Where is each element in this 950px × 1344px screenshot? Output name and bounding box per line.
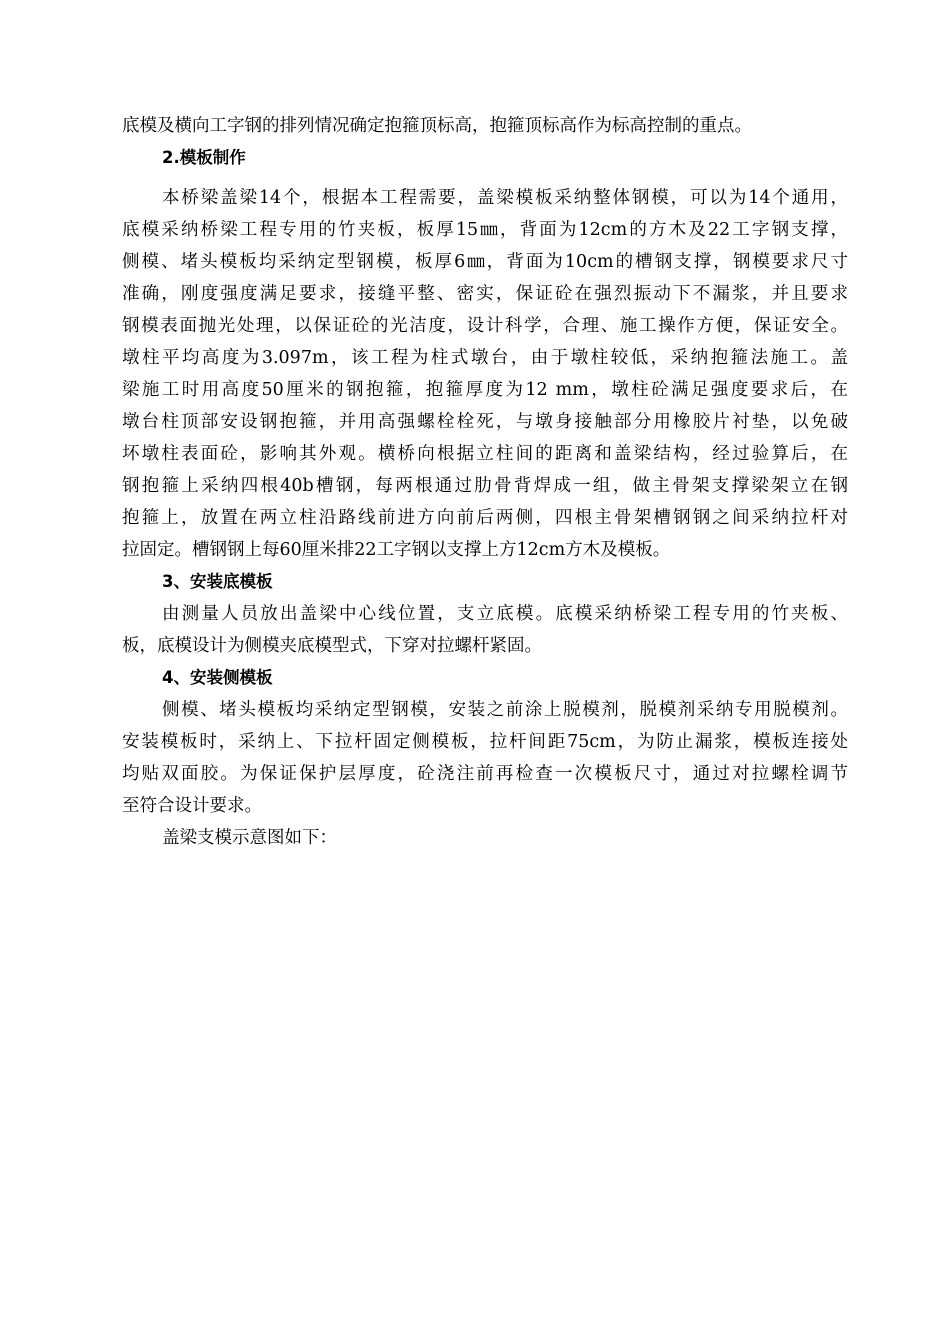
paragraph-line: 均贴双面胶。为保证保护层厚度，砼浇注前再检查一次模板尺寸，通过对拉螺栓调节 <box>122 764 848 784</box>
section-heading-install-bottom-formwork: 3、安装底模板 <box>162 572 273 591</box>
paragraph-line: 至符合设计要求。 <box>122 796 262 816</box>
section-heading-formwork-fabrication: 2.模板制作 <box>162 148 246 167</box>
section-heading-install-side-formwork: 4、安装侧模板 <box>162 668 273 687</box>
paragraph-line: 侧模、堵头模板均采纳定型钢模，安装之前涂上脱模剂，脱模剂采纳专用脱模剂。 <box>162 700 848 720</box>
paragraph-line: 钢抱箍上采纳四根40b槽钢，每两根通过肋骨背焊成一组，做主骨架支撑梁架立在钢 <box>122 476 848 496</box>
spacer <box>122 174 848 182</box>
document-body <box>122 110 848 854</box>
paragraph-line: 墩台柱顶部安设钢抱箍，并用高强螺栓栓死，与墩身接触部分用橡胶片衬垫，以免破 <box>122 412 848 432</box>
paragraph-line: 底模及横向工字钢的排列情况确定抱箍顶标高，抱箍顶标高作为标高控制的重点。 <box>122 116 752 136</box>
paragraph-line: 准确，刚度强度满足要求，接缝平整、密实，保证砼在强烈振动下不漏浆，并且要求 <box>122 284 848 304</box>
paragraph-line: 侧模、堵头模板均采纳定型钢模，板厚6㎜，背面为10cm的槽钢支撑，钢模要求尺寸 <box>122 252 848 272</box>
paragraph-line: 由测量人员放出盖梁中心线位置，支立底模。底模采纳桥梁工程专用的竹夹板、 <box>162 604 848 624</box>
paragraph-line: 梁施工时用高度50厘米的钢抱箍，抱箍厚度为12 mm，墩柱砼满足强度要求后，在 <box>122 380 848 400</box>
paragraph-line: 拉固定。槽钢钢上每60厘米排22工字钢以支撑上方12cm方木及模板。 <box>122 540 671 560</box>
paragraph-line: 钢模表面抛光处理，以保证砼的光洁度，设计科学，合理、施工操作方便，保证安全。 <box>122 316 848 336</box>
paragraph-line: 本桥梁盖梁14个，根据本工程需要，盖梁模板采纳整体钢模，可以为14个通用， <box>162 188 848 208</box>
paragraph-line: 坏墩柱表面砼，影响其外观。横桥向根据立柱间的距离和盖梁结构，经过验算后，在 <box>122 444 848 464</box>
paragraph-line: 安装模板时，采纳上、下拉杆固定侧模板，拉杆间距75cm，为防止漏浆，模板连接处 <box>122 732 848 752</box>
closing-line: 盖梁支模示意图如下： <box>162 828 337 848</box>
paragraph-line: 板，底模设计为侧模夹底模型式，下穿对拉螺杆紧固。 <box>122 636 542 656</box>
paragraph-line: 墩柱平均高度为3.097m，该工程为柱式墩台，由于墩柱较低，采纳抱箍法施工。盖 <box>122 348 848 368</box>
paragraph-line: 抱箍上，放置在两立柱沿路线前进方向前后两侧，四根主骨架槽钢钢之间采纳拉杆对 <box>122 508 848 528</box>
paragraph-line: 底模采纳桥梁工程专用的竹夹板，板厚15㎜，背面为12cm的方木及22工字钢支撑， <box>122 220 848 240</box>
